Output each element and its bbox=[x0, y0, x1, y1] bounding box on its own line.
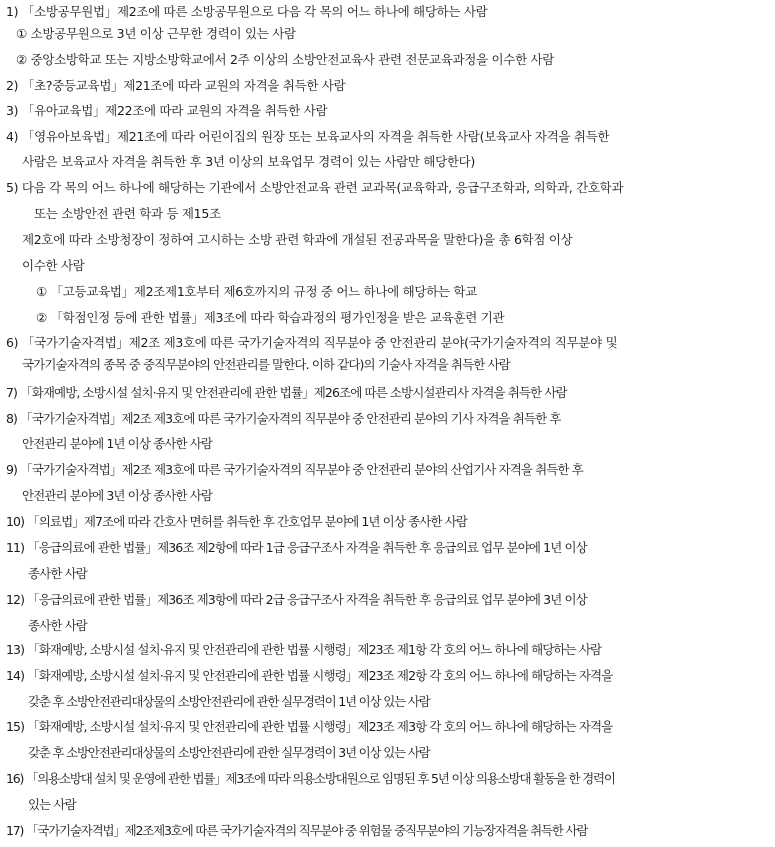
item-5-cont-3: 이수한 사람 bbox=[22, 258, 85, 273]
item-10: 10) 「의료법」제7조에 따라 간호사 면허를 취득한 후 간호업무 분야에 1년 이상 종사한 사람 bbox=[6, 514, 468, 529]
item-8: 8) 「국가기술자격법」제2조 제3호에 따른 국가기술자격의 직무분야 중 안전관리 분야의 기사 자격을 취득한 후 bbox=[6, 411, 561, 426]
item-13: 13) 「화재예방, 소방시설 설치·유지 및 안전관리에 관한 법률 시행령」제23조 제1항 각 호의 어느 하나에 해당하는 사람 bbox=[6, 642, 602, 657]
item-9-cont: 안전관리 분야에 3년 이상 종사한 사람 bbox=[22, 488, 213, 503]
item-15-cont: 갖춘 후 소방안전관리대상물의 소방안전관리에 관한 실무경력이 3년 이상 있는 사람 bbox=[28, 745, 430, 760]
item-17: 17) 「국가기술자격법」제2조제3호에 따른 국가기술자격의 직무분야 중 위험물 중직무분야의 기능장자격을 취득한 사람 bbox=[6, 823, 588, 838]
item-5-sub-1: ① 「고등교육법」제2조제1호부터 제6호까지의 규정 중 어느 하나에 해당하는 학교 bbox=[36, 284, 477, 299]
item-7: 7) 「화재예방, 소방시설 설치·유지 및 안전관리에 관한 법률」제26조에 따른 소방시설관리사 자격을 취득한 사람 bbox=[6, 385, 567, 400]
item-1-sub-1: ① 소방공무원으로 3년 이상 근무한 경력이 있는 사람 bbox=[16, 26, 296, 41]
item-4-cont: 사람은 보육교사 자격을 취득한 후 3년 이상의 보육업무 경력이 있는 사람만 해당한다) bbox=[22, 154, 475, 169]
item-9: 9) 「국가기술자격법」제2조 제3호에 따른 국가기술자격의 직무분야 중 안전관리 분야의 산업기사 자격을 취득한 후 bbox=[6, 462, 583, 477]
item-12: 12) 「응급의료에 관한 법률」제36조 제3항에 따라 2급 응급구조사 자격을 취득한 후 응급의료 업무 분야에 3년 이상 bbox=[6, 592, 587, 607]
item-1: 1) 「소방공무원법」제2조에 따른 소방공무원으로 다음 각 목의 어느 하나에 해당하는 사람 bbox=[6, 4, 488, 19]
item-6-cont: 국가기술자격의 종목 중 중직무분야의 안전관리를 말한다. 이하 같다)의 기술사 자격을 취득한 사람 bbox=[22, 357, 510, 372]
item-15: 15) 「화재예방, 소방시설 설치·유지 및 안전관리에 관한 법률 시행령」제23조 제3항 각 호의 어느 하나에 해당하는 자격을 bbox=[6, 719, 613, 734]
item-4: 4) 「영유아보육법」제21조에 따라 어린이집의 원장 또는 보육교사의 자격을 취득한 사람(보육교사 자격을 취득한 bbox=[6, 129, 610, 144]
item-14-cont: 갖춘 후 소방안전관리대상물의 소방안전관리에 관한 실무경력이 1년 이상 있는 사람 bbox=[28, 694, 430, 709]
item-1-sub-2: ② 중앙소방학교 또는 지방소방학교에서 2주 이상의 소방안전교육사 관련 전문교육과정을 이수한 사람 bbox=[16, 52, 555, 67]
item-16: 16) 「의용소방대 설치 및 운영에 관한 법률」제3조에 따라 의용소방대원으로 임명된 후 5년 이상 의용소방대 활동을 한 경력이 bbox=[6, 771, 615, 786]
item-14: 14) 「화재예방, 소방시설 설치·유지 및 안전관리에 관한 법률 시행령」제23조 제2항 각 호의 어느 하나에 해당하는 자격을 bbox=[6, 668, 613, 683]
item-11-cont: 종사한 사람 bbox=[28, 566, 87, 581]
item-12-cont: 종사한 사람 bbox=[28, 618, 87, 633]
item-6: 6) 「국가기술자격법」제2조 제3호에 따른 국가기술자격의 직무분야 중 안전관리 분야(국가기술자격의 직무분야 및 bbox=[6, 335, 618, 350]
item-2: 2) 「초?중등교육법」제21조에 따라 교원의 자격을 취득한 사람 bbox=[6, 78, 346, 93]
item-8-cont: 안전관리 분야에 1년 이상 종사한 사람 bbox=[22, 436, 213, 451]
item-5-sub-2: ② 「학점인정 등에 관한 법률」제3조에 따라 학습과정의 평가인정을 받은 교육훈련 기관 bbox=[36, 310, 505, 325]
item-5-cont-2: 제2호에 따라 소방청장이 정하여 고시하는 소방 관련 학과에 개설된 전공과목을 말한다)을 총 6학점 이상 bbox=[22, 232, 573, 247]
item-16-cont: 있는 사람 bbox=[28, 797, 76, 812]
item-5: 5) 다음 각 목의 어느 하나에 해당하는 기관에서 소방안전교육 관련 교과목(교육학과, 응급구조학과, 의학과, 간호학과 bbox=[6, 180, 624, 195]
item-5-cont-1: 또는 소방안전 관련 학과 등 제15조 bbox=[34, 206, 221, 221]
item-3: 3) 「유아교육법」제22조에 따라 교원의 자격을 취득한 사람 bbox=[6, 103, 328, 118]
item-11: 11) 「응급의료에 관한 법률」제36조 제2항에 따라 1급 응급구조사 자격을 취득한 후 응급의료 업무 분야에 1년 이상 bbox=[6, 540, 587, 555]
